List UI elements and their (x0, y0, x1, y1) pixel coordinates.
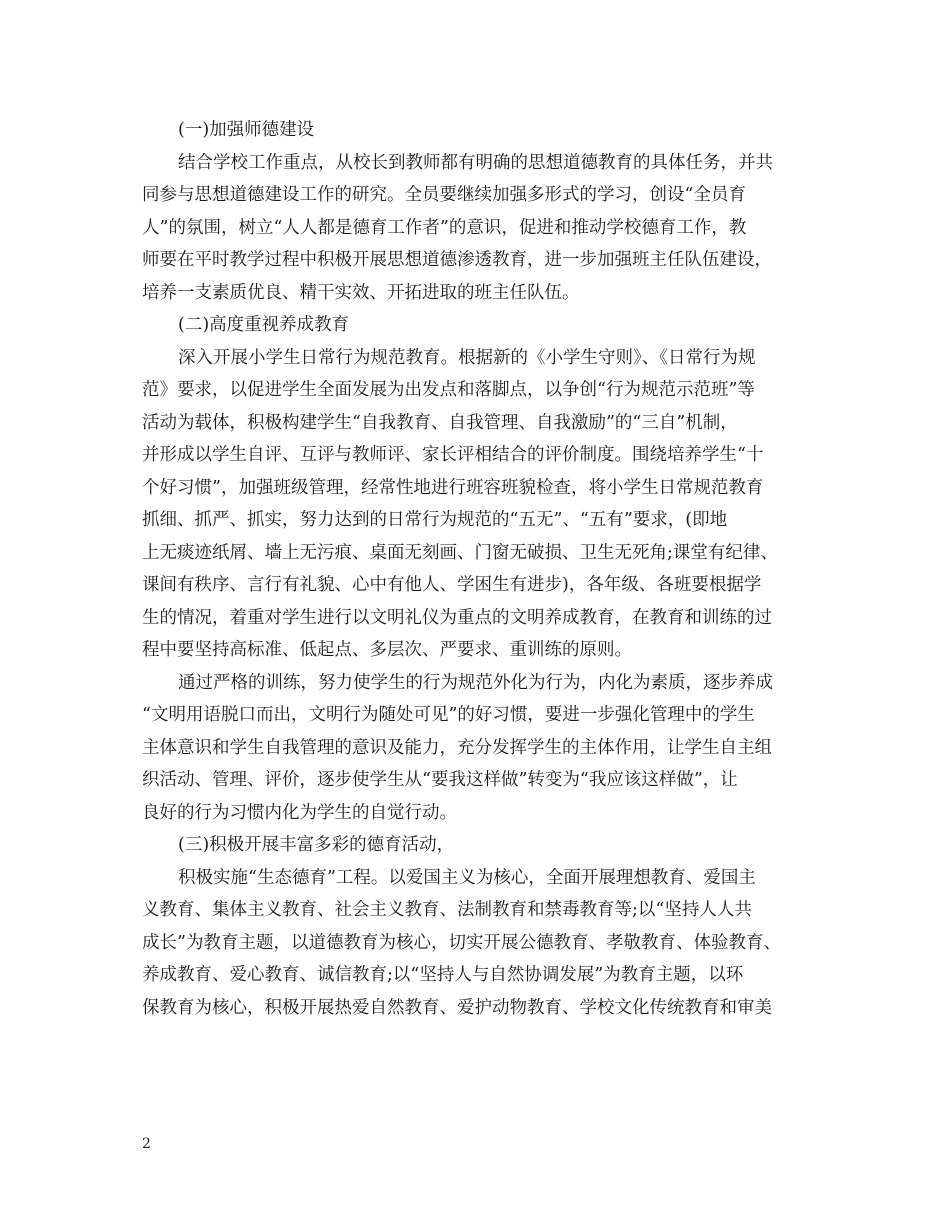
text-line: 课间有秩序、言行有礼貌、心中有他人、学困生有进步)，各年级、各班要根据学 (142, 575, 762, 595)
text-line: 活动为载体，积极构建学生“自我教育、自我管理、自我激励”的“三自”机制， (142, 412, 738, 433)
text-line: 保教育为核心，积极开展热爱自然教育、爱护动物教育、学校文化传统教育和审美 (142, 997, 772, 1018)
text-line: 养成教育、爱心教育、诚信教育;以“坚持人与自然协调发展”为教育主题，以环 (142, 965, 744, 985)
text-line: 人”的氛围，树立“人人都是德育工作者”的意识，促进和推动学校德育工作，教 (142, 217, 747, 238)
heading-2: (二)高度重视养成教育 (178, 315, 350, 335)
text-line: 上无痰迹纸屑、墙上无污痕、桌面无刻画、门窗无破损、卫生无死角;课堂有纪律、 (142, 542, 778, 563)
text-line: 生的情况，着重对学生进行以文明礼仪为重点的文明养成教育，在教育和训练的过 (142, 607, 772, 628)
text-line: 织活动、管理、评价，逐步使学生从“要我这样做”转变为“我应该这样做”，让 (142, 770, 738, 790)
text-line: 结合学校工作重点，从校长到教师都有明确的思想道德教育的具体任务，并共 (178, 152, 773, 173)
text-line: “文明用语脱口而出，文明行为随处可见”的好习惯，要进一步强化管理中的学生 (142, 705, 755, 725)
text-line: 同参与思想道德建设工作的研究。全员要继续加强多形式的学习，创设“全员育 (142, 185, 746, 205)
text-line: 良好的行为习惯内化为学生的自觉行动。 (142, 802, 457, 823)
text-line: 并形成以学生自评、互评与教师评、家长评相结合的评价制度。围绕培养学生“十 (142, 445, 764, 465)
text-line: 成长”为教育主题，以道德教育为核心，切实开展公德教育、孝敬教育、体验教育、 (142, 932, 781, 953)
text-line: 通过严格的训练，努力使学生的行为规范外化为行为，内化为素质，逐步养成 (178, 672, 773, 693)
heading-1: (一)加强师德建设 (178, 120, 315, 140)
page-number: 2 (142, 1136, 151, 1152)
text-line: 抓细、抓严、抓实，努力达到的日常行为规范的“五无”、“五有”要求，(即地 (142, 510, 728, 530)
heading-3: (三)积极开展丰富多彩的德育活动， (178, 835, 455, 855)
text-line: 积极实施“生态德育”工程。以爱国主义为核心，全面开展理想教育、爱国主 (178, 867, 756, 888)
body-text (142, 114, 822, 1024)
text-line: 主体意识和学生自我管理的意识及能力，充分发挥学生的主体作用，让学生自主组 (142, 737, 772, 758)
text-line: 深入开展小学生日常行为规范教育。根据新的《小学生守则》、《日常行为规 (178, 347, 756, 368)
text-line: 程中要坚持高标准、低起点、多层次、严要求、重训练的原则。 (142, 640, 632, 660)
text-line: 个好习惯”，加强班级管理，经常性地进行班容班貌检查，将小学生日常规范教育 (142, 477, 764, 498)
text-line: 义教育、集体主义教育、社会主义教育、法制教育和禁毒教育等;以“坚持人人共 (142, 900, 752, 920)
text-line: 范》要求，以促进学生全面发展为出发点和落脚点，以争创“行为规范示范班”等 (142, 380, 755, 400)
text-line: 师要在平时教学过程中积极开展思想道德渗透教育，进一步加强班主任队伍建设， (142, 250, 772, 270)
text-line: 培养一支素质优良、精干实效、开拓进取的班主任队伍。 (142, 282, 580, 303)
